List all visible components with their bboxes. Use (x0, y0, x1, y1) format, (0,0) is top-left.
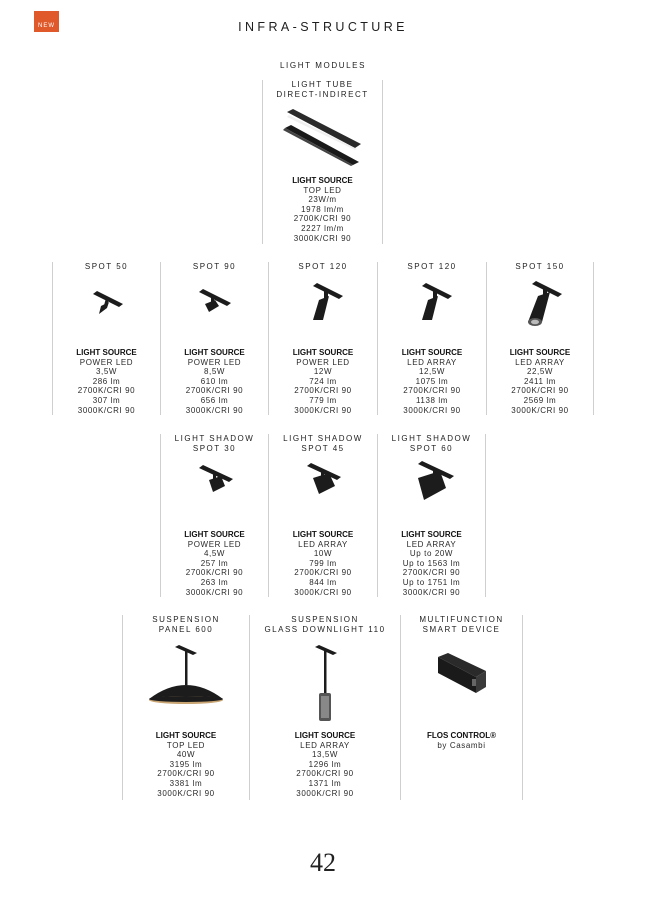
spec-line: 2700K/CRI 90 (294, 386, 352, 396)
smart-device-specs (401, 731, 522, 750)
spec-line: Up to 20W (409, 549, 454, 559)
spec-line: 8,5W (203, 367, 226, 377)
new-badge: NEW (34, 11, 59, 32)
spec-line: 3000K/CRI 90 (77, 405, 136, 415)
spec-line: 610 lm (200, 376, 229, 386)
spec-line: 3,5W (95, 367, 118, 377)
spec-line: 2700K/CRI 90 (77, 386, 136, 396)
spec-line: 2700K/CRI 90 (511, 386, 569, 396)
spec-line: LIGHT SOURCE (294, 731, 356, 740)
spec-line: 799 lm (309, 558, 337, 568)
spec-line: 2700K/CRI 90 (296, 769, 354, 779)
suspension-glass-specs (250, 731, 400, 798)
spot-90-image (161, 282, 268, 332)
spec-line: TOP LED (166, 740, 206, 750)
spec-line: 724 lm (309, 376, 337, 386)
spec-line: 3000K/CRI 90 (157, 788, 215, 798)
spec-line: POWER LED (187, 539, 242, 549)
spot-50-column (52, 262, 160, 415)
spot-120-power-column (268, 262, 377, 415)
spec-line: 779 lm (309, 395, 337, 405)
spec-line: 3000K/CRI 90 (511, 405, 569, 415)
product-name: SPOT 120 (407, 262, 457, 271)
spec-line: 1075 lm (415, 376, 449, 386)
spec-line: 3195 lm (169, 759, 203, 769)
spec-line: 1978 lm/m (301, 204, 344, 214)
spec-line: 2227 lm/m (301, 223, 344, 233)
spec-line: LIGHT SOURCE (292, 176, 353, 185)
spot-120-array-image (378, 280, 486, 326)
product-name: LIGHT SHADOW SPOT 45 (283, 434, 363, 453)
light-shadow-30-column (160, 434, 268, 597)
product-name: SPOT 150 (515, 262, 565, 271)
spec-line: TOP LED (303, 185, 342, 195)
spot-50-image (53, 282, 160, 332)
spot-50-specs (53, 348, 160, 415)
spec-line: 4,5W (203, 549, 226, 559)
spot-90-column (160, 262, 268, 415)
spot-150-specs (487, 348, 593, 415)
spec-line: LIGHT SOURCE (155, 731, 217, 740)
spec-line: 3000K/CRI 90 (296, 788, 354, 798)
spec-line: 2700K/CRI 90 (157, 769, 215, 779)
spot-120-power-specs (269, 348, 377, 415)
spec-line: 10W (313, 549, 333, 559)
spec-line: 263 lm (200, 577, 229, 587)
spec-line: FLOS CONTROL® (427, 731, 496, 740)
spec-line: Up to 1563 lm (402, 558, 461, 568)
spec-line: POWER LED (187, 357, 242, 367)
spec-line: POWER LED (296, 357, 350, 367)
page-title: INFRA-STRUCTURE (238, 20, 408, 34)
product-name: LIGHT TUBE DIRECT-INDIRECT (276, 80, 369, 99)
spec-line: 3000K/CRI 90 (402, 587, 461, 597)
suspension-glass-image (250, 643, 400, 723)
suspension-panel-specs (123, 731, 249, 798)
spec-line: 3000K/CRI 90 (293, 233, 352, 243)
light-shadow-45-specs (269, 530, 377, 597)
spec-line: 257 lm (200, 558, 229, 568)
spec-line: 3381 lm (169, 778, 203, 788)
spec-line: LED ARRAY (407, 357, 457, 367)
light-shadow-60-image (378, 458, 485, 506)
light-shadow-30-specs (161, 530, 268, 597)
spec-line: LIGHT SOURCE (292, 348, 354, 357)
product-name: SUSPENSION GLASS DOWNLIGHT 110 (264, 615, 386, 634)
light-shadow-30-image (161, 462, 268, 498)
spec-line: 2569 lm (523, 395, 557, 405)
spec-line: 2411 lm (523, 376, 557, 386)
spec-line: 2700K/CRI 90 (402, 568, 461, 578)
product-name: LIGHT SHADOW SPOT 60 (391, 434, 472, 453)
spec-line: LIGHT SOURCE (401, 530, 462, 539)
spec-line: 844 lm (309, 577, 337, 587)
suspension-panel-image (123, 643, 249, 709)
spec-line: LED ARRAY (300, 740, 350, 750)
suspension-glass-column (249, 615, 400, 800)
page-number: 42 (310, 848, 336, 877)
spec-line: LIGHT SOURCE (509, 348, 571, 357)
light-shadow-60-column (377, 434, 486, 597)
product-name: SPOT 50 (84, 262, 129, 271)
spec-line: LIGHT SOURCE (184, 530, 245, 539)
spec-line: 22,5W (526, 367, 554, 377)
product-name: MULTIFUNCTION SMART DEVICE (419, 615, 504, 634)
spec-line: 12W (313, 367, 333, 377)
spec-line: LED ARRAY (406, 539, 457, 549)
spec-line: 1371 lm (308, 778, 342, 788)
spec-line: 3000K/CRI 90 (294, 587, 352, 597)
spec-line: 656 lm (200, 395, 229, 405)
suspension-panel-column (122, 615, 249, 800)
smart-device-column (400, 615, 523, 800)
spec-line: 1138 lm (415, 395, 449, 405)
spec-line: 2700K/CRI 90 (185, 568, 244, 578)
spec-line: 3000K/CRI 90 (403, 405, 461, 415)
spot-120-array-specs (378, 348, 486, 415)
spec-line: 13,5W (311, 750, 339, 760)
spec-line: 2700K/CRI 90 (403, 386, 461, 396)
spec-line: 307 lm (92, 395, 121, 405)
spec-line: LED ARRAY (515, 357, 565, 367)
spot-90-specs (161, 348, 268, 415)
product-name: SUSPENSION PANEL 600 (152, 615, 220, 634)
product-name: SPOT 90 (192, 262, 237, 271)
spec-line: 3000K/CRI 90 (185, 587, 244, 597)
spec-line: 2700K/CRI 90 (185, 386, 244, 396)
spec-line: Up to 1751 lm (402, 577, 461, 587)
light-tube-specs (263, 176, 382, 243)
spot-150-image (487, 278, 593, 332)
light-tube-column (262, 80, 383, 244)
spec-line: LED ARRAY (298, 539, 348, 549)
light-modules-heading: LIGHT MODULES (280, 61, 366, 70)
light-shadow-45-image (269, 460, 377, 500)
spot-150-column (486, 262, 594, 415)
spec-line: LIGHT SOURCE (76, 348, 137, 357)
smart-device-image (401, 651, 522, 699)
spec-line: LIGHT SOURCE (184, 348, 245, 357)
spec-line: 12,5W (418, 367, 446, 377)
spec-line: 286 lm (92, 376, 121, 386)
spec-line: 3000K/CRI 90 (185, 405, 244, 415)
spot-120-image (269, 280, 377, 326)
spec-line: LIGHT SOURCE (401, 348, 463, 357)
spot-120-array-column (377, 262, 486, 415)
spec-line: 40W (176, 750, 196, 760)
light-shadow-60-specs (378, 530, 485, 597)
light-shadow-45-column (268, 434, 377, 597)
product-name: SPOT 120 (298, 262, 348, 271)
spec-line: 23W/m (308, 195, 337, 205)
spec-line: 1296 lm (308, 759, 342, 769)
product-name: LIGHT SHADOW SPOT 30 (174, 434, 255, 453)
spec-line: 2700K/CRI 90 (293, 214, 352, 224)
spec-line: LIGHT SOURCE (292, 530, 354, 539)
spec-line: POWER LED (79, 357, 134, 367)
spec-line: by Casambi (437, 740, 486, 750)
light-tube-image (263, 106, 382, 166)
spec-line: 3000K/CRI 90 (294, 405, 352, 415)
spec-line: 2700K/CRI 90 (294, 568, 352, 578)
